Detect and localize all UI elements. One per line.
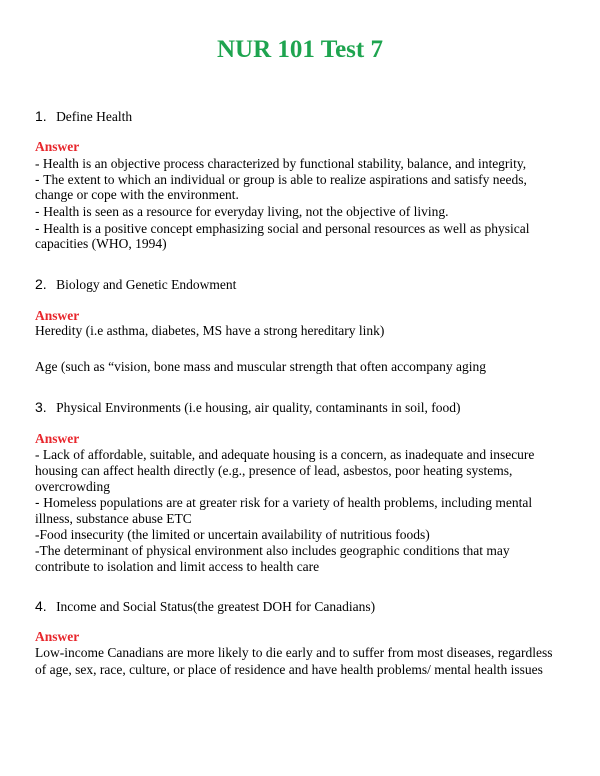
answer-line: - Health is seen as a resource for everyday living, not the objective of living. <box>35 204 449 219</box>
question-1-heading <box>35 108 132 125</box>
answer-line: contribute to isolation and limit access to health care <box>35 559 320 574</box>
answer-line: Heredity (i.e asthma, diabetes, MS have a strong hereditary link) <box>35 323 385 338</box>
question-text: Biology and Genetic Endowment <box>56 277 237 292</box>
document-title: NUR 101 Test 7 <box>217 36 383 63</box>
answer-line: -Food insecurity (the limited or uncertain availability of nutritious foods) <box>35 527 430 542</box>
answer-label: Answer <box>35 629 80 644</box>
question-number: 4. <box>35 598 47 614</box>
answer-label: Answer <box>35 139 80 154</box>
answer-label: Answer <box>35 308 80 323</box>
answer-line: housing can affect health directly (e.g., presence of lead, asbestos, poor heating systems, <box>35 463 513 478</box>
answer-line: - Lack of affordable, suitable, and adequate housing is a concern, as inadequate and insecure <box>35 447 535 462</box>
answer-line: of age, sex, race, culture, or place of residence and have health problems/ mental health issues <box>35 662 543 677</box>
question-number: 2. <box>35 276 47 292</box>
question-text: Income and Social Status(the greatest DOH for Canadians) <box>56 599 376 614</box>
answer-label: Answer <box>35 431 80 446</box>
answer-line: - Health is a positive concept emphasizing social and personal resources as well as physical <box>35 221 530 236</box>
answer-line: capacities (WHO, 1994) <box>35 236 167 251</box>
answer-line: Age (such as “vision, bone mass and muscular strength that often accompany aging <box>35 359 487 374</box>
answer-line: - The extent to which an individual or group is able to realize aspirations and satisfy needs, <box>35 172 527 187</box>
answer-line: -The determinant of physical environment also includes geographic conditions that may <box>35 543 510 558</box>
answer-line: - Homeless populations are at greater risk for a variety of health problems, including mental <box>35 495 533 510</box>
question-4-heading <box>35 598 375 615</box>
question-2-heading <box>35 276 236 293</box>
answer-line: illness, substance abuse ETC <box>35 511 192 526</box>
answer-line: - Health is an objective process characterized by functional stability, balance, and integrity, <box>35 156 527 171</box>
answer-line: change or cope with the environment. <box>35 187 239 202</box>
question-3-heading <box>35 399 461 416</box>
answer-line: overcrowding <box>35 479 110 494</box>
question-text: Define Health <box>56 109 133 124</box>
question-number: 1. <box>35 108 47 124</box>
question-text: Physical Environments (i.e housing, air quality, contaminants in soil, food) <box>56 400 461 415</box>
question-number: 3. <box>35 399 47 415</box>
answer-line: Low-income Canadians are more likely to die early and to suffer from most diseases, regardless <box>35 645 553 660</box>
